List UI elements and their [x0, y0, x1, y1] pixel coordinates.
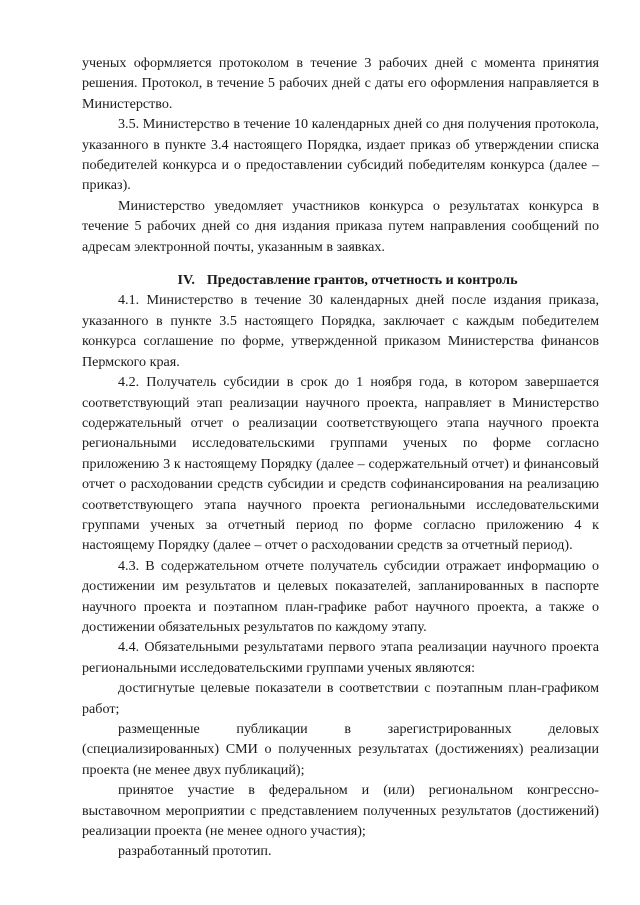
paragraph-3-5: 3.5. Министерство в течение 10 календарных дней со дня получения протокола, указанного в пункте 3.4 настоящего Порядка, издает приказ об утверждении списка победителей конкурса и о предоставлении субсидий победителям конкурса (далее – приказ).	[82, 116, 599, 194]
paragraph-notification: Министерство уведомляет участников конкурса о результатах конкурса в течение 5 рабочих дней со дня издания приказа путем направления сообщений по адресам электронной почты, указанным в заявках.	[82, 197, 599, 255]
list-item-prototype: разработанный прототип.	[118, 843, 272, 860]
list-item-publications: размещенные публикации в зарегистрированных деловых (специализированных) СМИ о полученных результатах (достижениях) реализации проекта (не менее двух публикаций);	[82, 721, 599, 778]
document-body	[82, 53, 599, 862]
paragraph-4-4: 4.4. Обязательными результатами первого этапа реализации научного проекта региональными исследовательскими группами ученых являются:	[82, 639, 599, 676]
paragraph-continuation: ученых оформляется протоколом в течение 3 рабочих дней с момента принятия решения. Протокол, в течение 5 рабочих дней с даты его оформления направляется в Министерство.	[82, 55, 599, 112]
section-title-text: Предоставление грантов, отчетность и контроль	[206, 272, 518, 289]
paragraph-4-2: 4.2. Получатель субсидии в срок до 1 ноября года, в котором завершается соответствующий этап реализации научного проекта, направляет в Министерство содержательный отчет о реализации соответствующего этапа научного проекта региональными исследовательскими группами ученых по форме согласно приложению 3 к настоящему Порядку (далее – содержательный отчет) и финансовый отчет о расходовании средств субсидии и средств софинансирования на реализацию соответствующего этапа научного проекта региональными исследовательскими группами ученых за отчетный период по форме согласно приложению 4 к настоящему Порядку (далее – отчет о расходовании средств за отчетный период).	[82, 374, 599, 554]
list-item-exhibition: принятое участие в федеральном и (или) региональном конгрессно-выставочном мероприятии с представлением полученных результатов (достижений) реализации проекта (не менее одного участия);	[82, 782, 599, 840]
paragraph-4-3: 4.3. В содержательном отчете получатель субсидии отражает информацию о достижении им результатов и целевых показателей, запланированных в паспорте научного проекта и поэтапном план-графике работ научного проекта, а также о достижении обязательных результатов по каждому этапу.	[82, 557, 599, 635]
list-item-targets: достигнутые целевые показатели в соответствии с поэтапным план-графиком работ;	[82, 680, 599, 717]
section-number: IV.	[177, 272, 195, 289]
paragraph-4-1: 4.1. Министерство в течение 30 календарных дней после издания приказа, указанного в пункте 3.5 настоящего Порядка, заключает с каждым победителем конкурса соглашение по форме, утвержденной приказом Министерства финансов Пермского края.	[82, 292, 599, 370]
section-heading	[82, 270, 599, 290]
